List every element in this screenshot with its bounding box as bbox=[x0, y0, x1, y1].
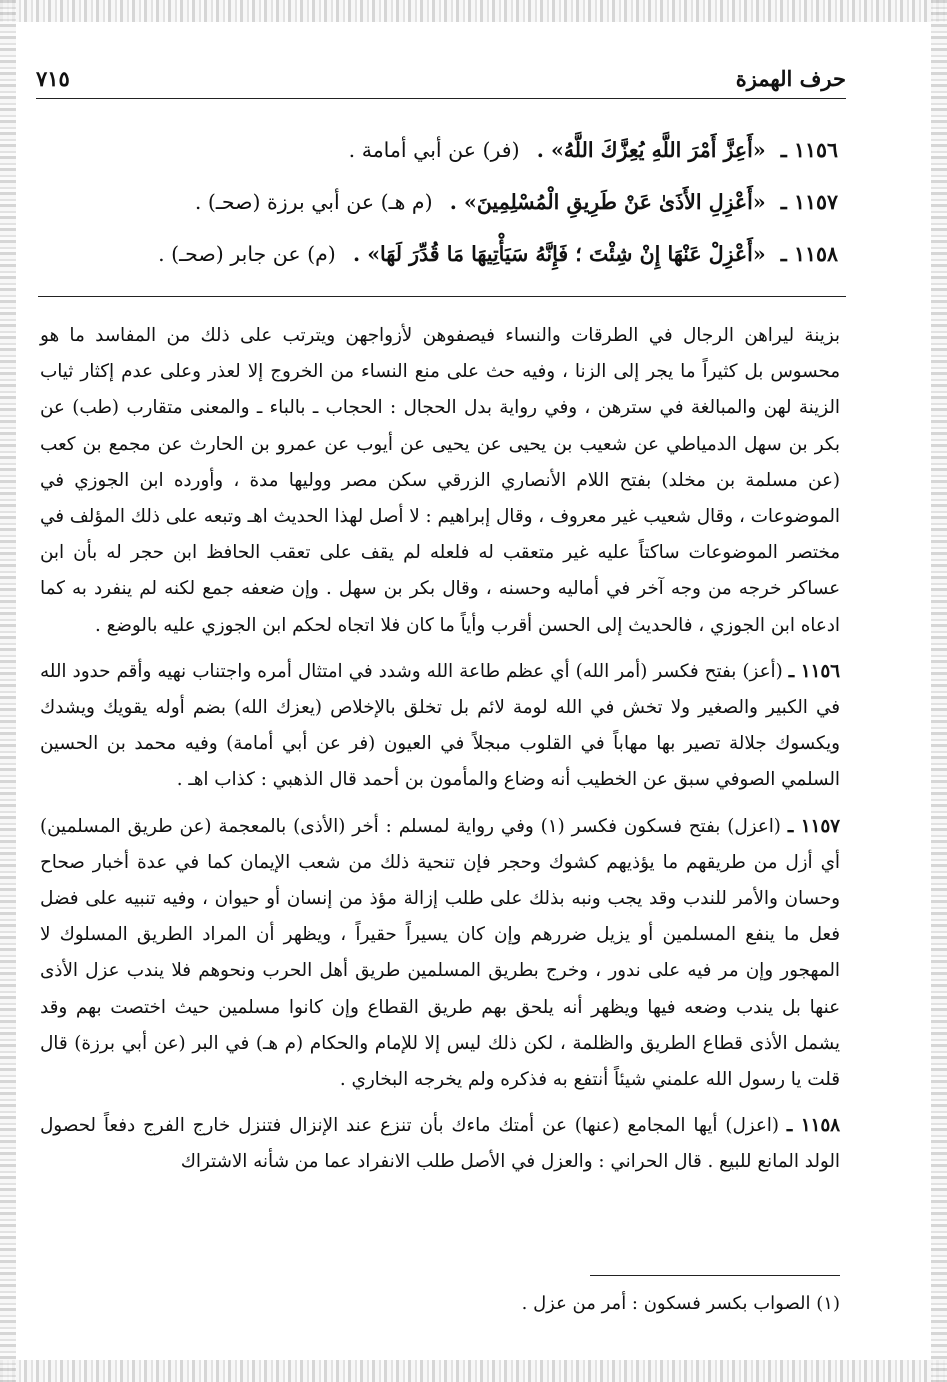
hadith-text: «أَعْزِلِ الأَذَىٰ عَنْ طَرِيقِ الْمُسْلِمِينَ» . bbox=[449, 190, 766, 214]
paragraph-number: ١١٥٧ ـ bbox=[787, 815, 840, 837]
commentary-paragraph bbox=[40, 1108, 840, 1180]
hadith-source: (فر) عن أبي أمامة . bbox=[348, 138, 520, 162]
hadith-text: «أَعِزَّ أَمْرَ اللَّهِ يُعِزَّكَ اللَّهُ» . bbox=[536, 138, 766, 162]
commentary-paragraph bbox=[40, 318, 840, 644]
commentary-paragraph bbox=[40, 654, 840, 799]
page-number: ٧١٥ bbox=[36, 65, 70, 91]
commentary-text: بزينة ليراهن الرجال في الطرقات والنساء فيصفوهن لأزواجهن ويترتب على ذلك من المفاسد ما هو محسوس بل كثيراً ما يجر إلى الزنا ، وفيه حث على منع النساء من الخروج إلا لعذر وعلى عدم إكثار ثياب الزينة لهن والمبالغة في سترهن ، وفي رواية بدل الحجال : الحجاب ـ بالباء ـ والمعنى متقارب (طب) عن بكر بن سهل الدمياطي عن شعيب بن يحيى عن يحيى عن أيوب عن عمرو بن الحارث عن مجمع بن كعب (عن مسلمة بن مخلد) بفتح اللام الأنصاري الزرقي سكن مصر ووليها مدة ، وأورده ابن الجوزي في الموضوعات ، وقال شعيب غير معروف ، وقال إبراهيم : لا أصل لهذا الحديث اهـ وتبعه على ذلك المؤلف في مختصر الموضوعات ساكتاً عليه غير متعقب له فلعله لم يقف على تعقب الحافظ ابن حجر له بأن ابن عساكر خرجه من وجه آخر في أماليه وحسنه ، وقال بكر بن سهل . وإن ضعفه جمع لكنه لم ينفرد به كما ادعاه ابن الجوزي ، فالحديث إلى الحسن أقرب وأياً ما كان فلا اتجاه لحكم ابن الجوزي عليه بالوضع . bbox=[40, 325, 840, 636]
chapter-title: حرف الهمزة bbox=[735, 65, 846, 91]
page-border-left bbox=[0, 0, 16, 1382]
footnote-divider bbox=[590, 1275, 840, 1276]
commentary-text: (أعز) بفتح فكسر (أمر الله) أي عظم طاعة الله وشدد في امتثال أمره واجتناب نهيه وأقم حدود الله في الكبير والصغير ولا تخش في الله لومة لائم بل تخلق بالإخلاص (يعزك الله) بضم أوله يقويك ويشدك ويكسوك جلالة تصير بها مهاباً في القلوب مبجلاً في العيون (فر عن أبي أمامة) وفيه محمد بن الحسين السلمي الصوفي سبق عن الخطيب أنه وضاع والمأمون بن أحمد قال الذهبي : كذاب اهـ . bbox=[40, 660, 840, 791]
hadith-text: «أَعْزِلْ عَنْهَا إِنْ شِئْتَ ؛ فَإِنَّهُ سَيَأْتِيهَا مَا قُدِّرَ لَهَا» . bbox=[352, 242, 766, 266]
hadith-item bbox=[56, 228, 838, 280]
page-border-bottom bbox=[0, 1360, 947, 1382]
hadith-source: (م هـ) عن أبي برزة (صحـ) . bbox=[194, 190, 433, 214]
commentary bbox=[40, 318, 840, 1191]
page-border-right bbox=[931, 0, 947, 1382]
commentary-text: (اعزل) بفتح فسكون فكسر (١) وفي رواية لمسلم : أخر (الأذى) بالمعجمة (عن طريق المسلمين) أي أزل من طريقهم ما يؤذيهم كشوك وحجر فإن تنحية ذلك من شعب الإيمان كما في عدة أخبار صحاح وحسان والأمر للندب وقد يجب ونبه بذلك على طلب إزالة مؤذ من إنسان أو حيوان ، وفيه تنبيه على فضل فعل ما ينفع المسلمين أو يزيل ضررهم وإن كان يسيراً حقيراً ، ويظهر أن المراد الطريق المسلوك لا المهجور وإن مر فيه على ندور ، وخرج بطريق المسلمين طريق أهل الحرب ونحوهم فلا يندب عزل الأذى عنها بل يندب وضعه فيها ويظهر أنه يلحق بهم طريق القطاع وإن كانوا مسلمين حيث اختصت بهم وقد يشمل الأذى قطاع الطريق والظلمة ، لكن ذلك ليس إلا للإمام والحكام (م هـ) في البر (عن أبي برزة) قال قلت يا رسول الله علمني شيئاً أنتفع به فذكره ولم يخرجه البخاري . bbox=[40, 815, 840, 1091]
hadith-source: (م) عن جابر (صحـ) . bbox=[158, 242, 336, 266]
hadith-number: ١١٥٦ ـ bbox=[780, 138, 838, 162]
hadith-number: ١١٥٧ ـ bbox=[780, 190, 838, 214]
hadith-number: ١١٥٨ ـ bbox=[780, 242, 838, 266]
section-divider bbox=[38, 296, 846, 297]
page-border-top bbox=[0, 0, 947, 22]
hadith-list bbox=[56, 124, 838, 280]
paragraph-number: ١١٥٨ ـ bbox=[786, 1115, 840, 1137]
hadith-item bbox=[56, 124, 838, 176]
paragraph-number: ١١٥٦ ـ bbox=[788, 660, 840, 682]
commentary-text: (اعزل) أيها المجامع (عنها) عن أمتك ماءك بأن تنزع عند الإنزال فتنزل خارج الفرج دفعاً لحصول الولد المانع للبيع . قال الحراني : والعزل في الأصل طلب الانفراد عما من شأنه الاشتراك bbox=[40, 1115, 840, 1173]
commentary-paragraph bbox=[40, 809, 840, 1099]
footnote: (١) الصواب بكسر فسكون : أمر من عزل . bbox=[521, 1293, 840, 1314]
running-header bbox=[36, 60, 846, 99]
hadith-item bbox=[56, 176, 838, 228]
